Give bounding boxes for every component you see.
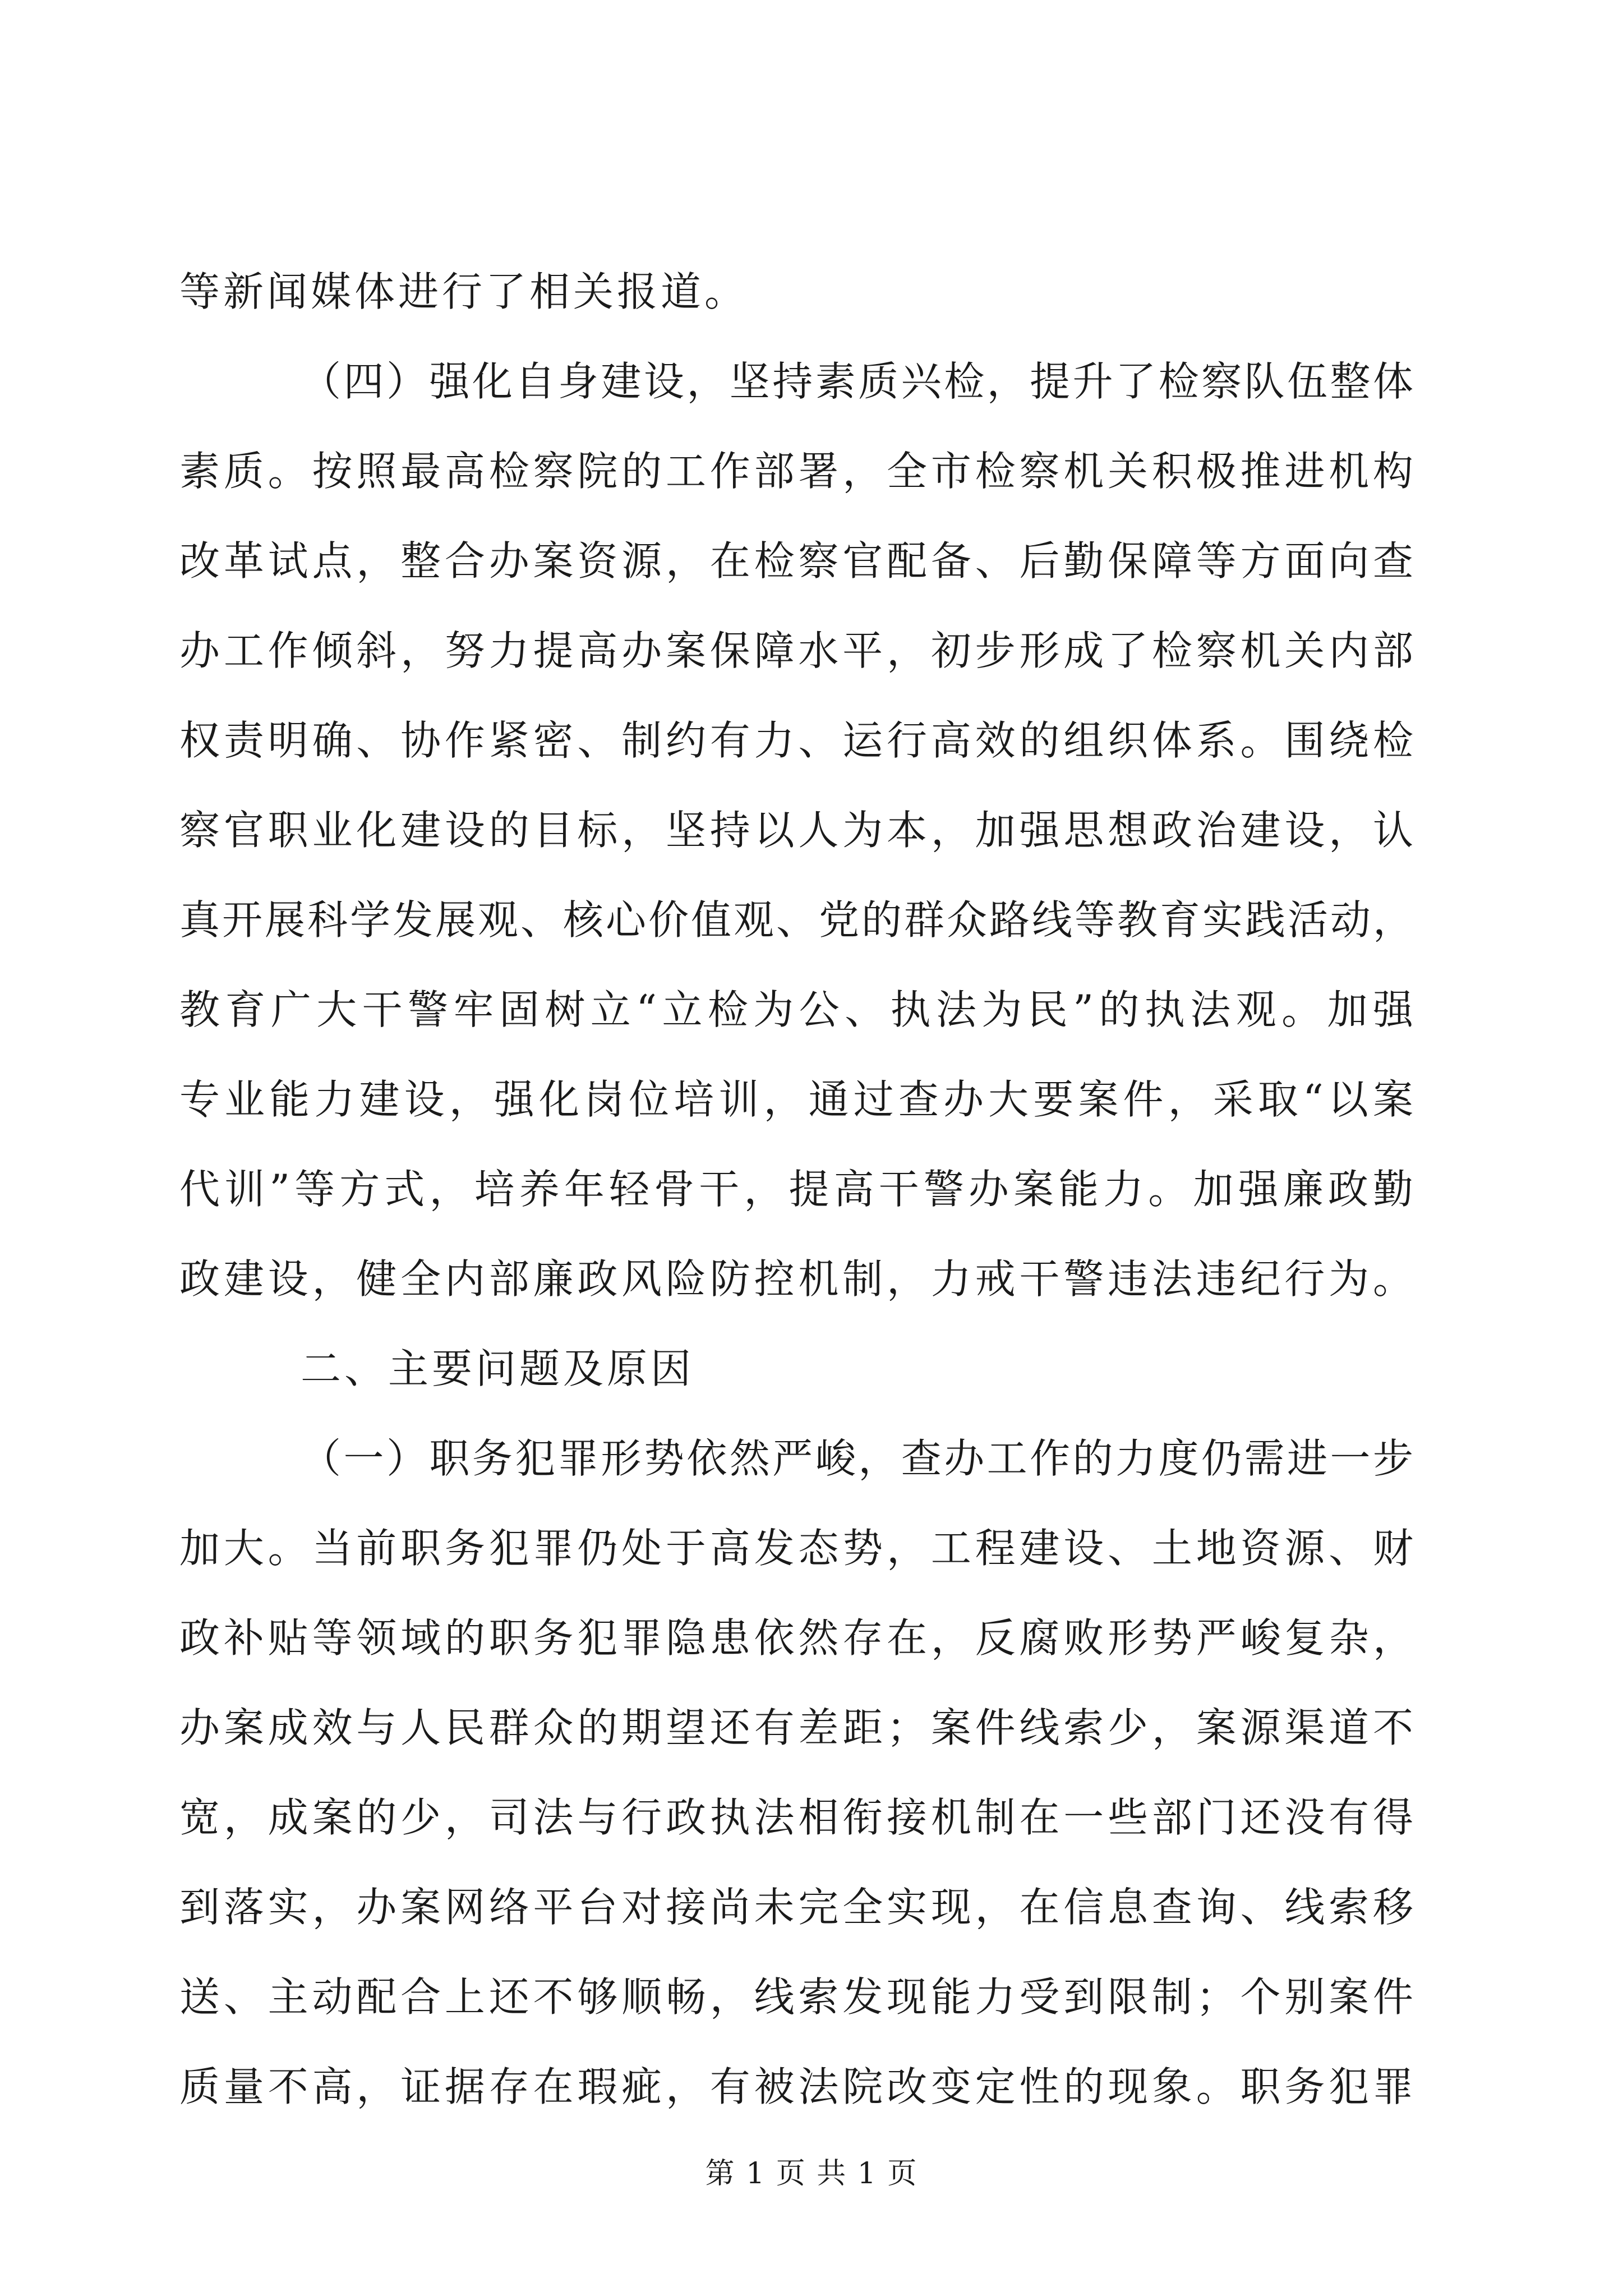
text-line: 办工作倾斜，努力提高办案保障水平，初步形成了检察机关内部 — [179, 627, 1413, 674]
text-line: 宽，成案的少，司法与行政执法相衔接机制在一些部门还没有得 — [179, 1794, 1413, 1841]
text-line: 办案成效与人民群众的期望还有差距；案件线索少，案源渠道不 — [179, 1704, 1413, 1751]
text-line: 教育广大干警牢固树立“立检为公、执法为民”的执法观。加强 — [179, 986, 1413, 1033]
section-heading-line: （四）强化自身建设，坚持素质兴检，提升了检察队伍整体 — [301, 358, 1413, 405]
text-line: 到落实，办案网络平台对接尚未完全实现，在信息查询、线索移 — [179, 1884, 1413, 1931]
text-line: 加大。当前职务犯罪仍处于高发态势，工程建设、土地资源、财 — [179, 1525, 1413, 1572]
text-line: 素质。按照最高检察院的工作部署，全市检察机关积极推进机构 — [179, 448, 1413, 495]
text-line: 政建设，健全内部廉政风险防控机制，力戒干警违法违纪行为。 — [179, 1255, 1413, 1303]
section-title: 二、主要问题及原因 — [301, 1345, 695, 1392]
text-line: 察官职业化建设的目标，坚持以人为本，加强思想政治建设，认 — [179, 807, 1413, 854]
text-line: 专业能力建设，强化岗位培训，通过查办大要案件，采取“以案 — [179, 1076, 1413, 1123]
text-line: 政补贴等领域的职务犯罪隐患依然存在，反腐败形势严峻复杂， — [179, 1614, 1413, 1662]
text-line: 送、主动配合上还不够顺畅，线索发现能力受到限制；个别案件 — [179, 1973, 1413, 2021]
text-line: 等新闻媒体进行了相关报道。 — [179, 268, 749, 315]
text-line: 权责明确、协作紧密、制约有力、运行高效的组织体系。围绕检 — [179, 717, 1413, 764]
text-line: 真开展科学发展观、核心价值观、党的群众路线等教育实践活动， — [179, 896, 1413, 944]
page-number-footer: 第 1 页 共 1 页 — [705, 2157, 918, 2191]
text-line: 改革试点，整合办案资源，在检察官配备、后勤保障等方面向查 — [179, 537, 1413, 585]
text-line: 代训”等方式，培养年轻骨干，提高干警办案能力。加强廉政勤 — [179, 1166, 1413, 1213]
section-heading-line: （一）职务犯罪形势依然严峻，查办工作的力度仍需进一步 — [301, 1435, 1413, 1482]
text-line: 质量不高，证据存在瑕疵，有被法院改变定性的现象。职务犯罪 — [179, 2063, 1413, 2110]
